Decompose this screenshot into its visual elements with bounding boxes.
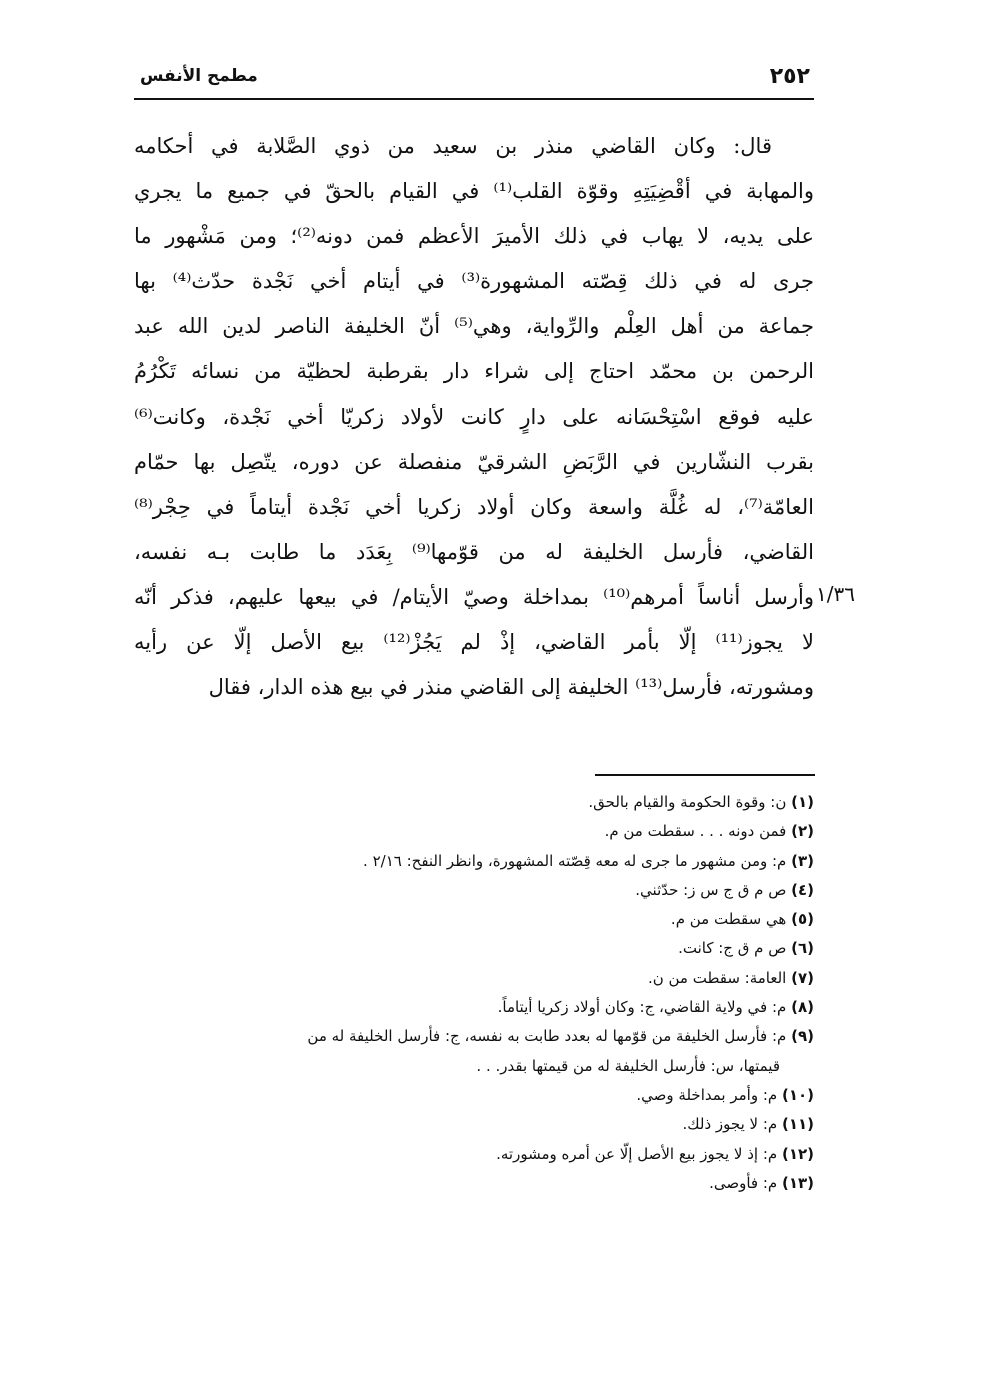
text-line: وأرسل أناساً أمرهم⁽¹⁰⁾ بمداخلة وصيّ الأيتام/ في بيعها عليهم، فذكر أنّه: [134, 584, 814, 609]
footnote-number: (٨): [791, 998, 814, 1017]
footnote-number: (٣): [791, 851, 814, 870]
running-title: مطمح الأنفس: [140, 66, 258, 86]
footnote-number: (١٣): [781, 1173, 814, 1192]
footnote-text: ص م ق ج: كانت.: [678, 939, 787, 958]
footnote-text: م: فأوصى.: [709, 1173, 778, 1192]
page-number: ٢٥٢: [769, 64, 810, 89]
footnote-number: (٤): [791, 880, 814, 899]
footnote: [134, 847, 814, 876]
text-line: جماعة من أهل العِلْم والرِّواية، وهي⁽⁵⁾ أنّ الخليفة الناصر لدين الله عبد: [134, 314, 814, 339]
footnote-text: ن: وقوة الحكومة والقيام بالحق.: [588, 793, 787, 811]
footnote-text: العامة: سقطت من ن.: [647, 968, 787, 987]
header-rule: [134, 98, 814, 100]
text-line: القاضي، فأرسل الخليفة له من قوّمها⁽⁹⁾ بِعَدَد ما طابت بـه نفسه،: [134, 539, 814, 564]
footnote: [134, 934, 814, 963]
footnote: [134, 964, 814, 993]
manuscript-folio-reference: ١/٣٦: [816, 582, 855, 606]
footnote-text: م: إذ لا يجوز بيع الأصل إلّا عن أمره ومشورته.: [496, 1144, 778, 1163]
footnote-text: م: في ولاية القاضي، ج: وكان أولاد زكريا أيتاماً.: [497, 998, 787, 1017]
footnote-text: فمن دونه . . . سقطت من م.: [604, 822, 787, 841]
footnote-number: (٧): [791, 968, 814, 987]
text-line: والمهابة في أقْضِيَتِهِ وقوّة القلب⁽¹⁾ في القيام بالحقّ في جميع ما يجري: [134, 179, 814, 204]
footnote-continuation: [134, 1052, 814, 1081]
footnote: [134, 1022, 814, 1051]
footnote-number: (١٢): [781, 1144, 814, 1163]
footnote-number: (١): [791, 793, 814, 811]
footnote-text: م: ومن مشهور ما جرى له معه قِصّته المشهورة، وانظر النفح: ٢/١٦ .: [363, 851, 787, 870]
footnote-text: م: لا يجوز ذلك.: [682, 1115, 778, 1134]
footnote: [134, 993, 814, 1022]
footnote: [134, 1140, 814, 1169]
text-line: على يديه، لا يهاب في ذلك الأميرَ الأعظم فمن دونه⁽²⁾؛ ومن مَشْهور ما: [134, 224, 814, 249]
footnote-number: (٢): [791, 822, 814, 841]
footnote-number: (٦): [791, 939, 814, 958]
text-line: عليه فوقع اسْتِحْسَانه على دارٍ كانت لأولاد زكريّا أخي نَجْدة، وكانت⁽⁶⁾: [134, 404, 814, 429]
footnote-number: (١٠): [781, 1085, 814, 1104]
text-line: جرى له في ذلك قِصّته المشهورة⁽³⁾ في أيتام أخي نَجْدة حدّث⁽⁴⁾ بها: [134, 269, 814, 294]
footnote-separator: [595, 774, 815, 776]
footnote-number: (٩): [791, 1027, 814, 1046]
footnote-text: م: وأمر بمداخلة وصي.: [636, 1085, 778, 1104]
text-line: قال: وكان القاضي منذر بن سعيد من ذوي الصَّلابة في أحكامه: [134, 134, 772, 158]
text-line: بقرب النشّارين في الرَّبَضِ الشرقيّ منفصلة عن دوره، يتّصِل بها حمّام: [134, 449, 814, 474]
text-line: لا يجوز⁽¹¹⁾ إلّا بأمر القاضي، إذْ لم يَجُزْ⁽¹²⁾ بيع الأصل إلّا عن رأيه: [134, 630, 814, 655]
footnote: [134, 1081, 814, 1110]
footnote: [134, 788, 814, 817]
main-text: [134, 124, 814, 710]
footnote: [134, 876, 814, 905]
text-line: الرحمن بن محمّد احتاج إلى شراء دار بقرطبة لحظيّة من نسائه تَكْرُمُ: [134, 359, 814, 384]
footnote-text: م: فأرسل الخليفة من قوّمها له بعدد طابت به نفسه، ج: فأرسل الخليفة له من: [307, 1027, 787, 1046]
footnotes: [134, 788, 814, 1198]
footnote-number: (٥): [791, 910, 814, 929]
footnote-number: (١١): [781, 1115, 814, 1134]
footnote-text: هي سقطت من م.: [670, 910, 787, 929]
footnote: [134, 905, 814, 934]
text-line: العامّة⁽⁷⁾، له غُلَّة واسعة وكان أولاد زكريا أخي نَجْدة أيتاماً في حِجْر⁽⁸⁾: [134, 494, 814, 519]
footnote-text: قيمتها، س: فأرسل الخليفة له من قيمتها بقدر. . .: [476, 1056, 780, 1075]
footnote: [134, 1110, 814, 1139]
running-header: [134, 62, 814, 102]
text-line: ومشورته، فأرسل⁽¹³⁾ الخليفة إلى القاضي منذر في بيع هذه الدار، فقال: [208, 675, 814, 700]
footnote: [134, 1169, 814, 1198]
footnote-text: ص م ق ج س ز: حدّثني.: [635, 880, 787, 899]
footnote: [134, 817, 814, 846]
